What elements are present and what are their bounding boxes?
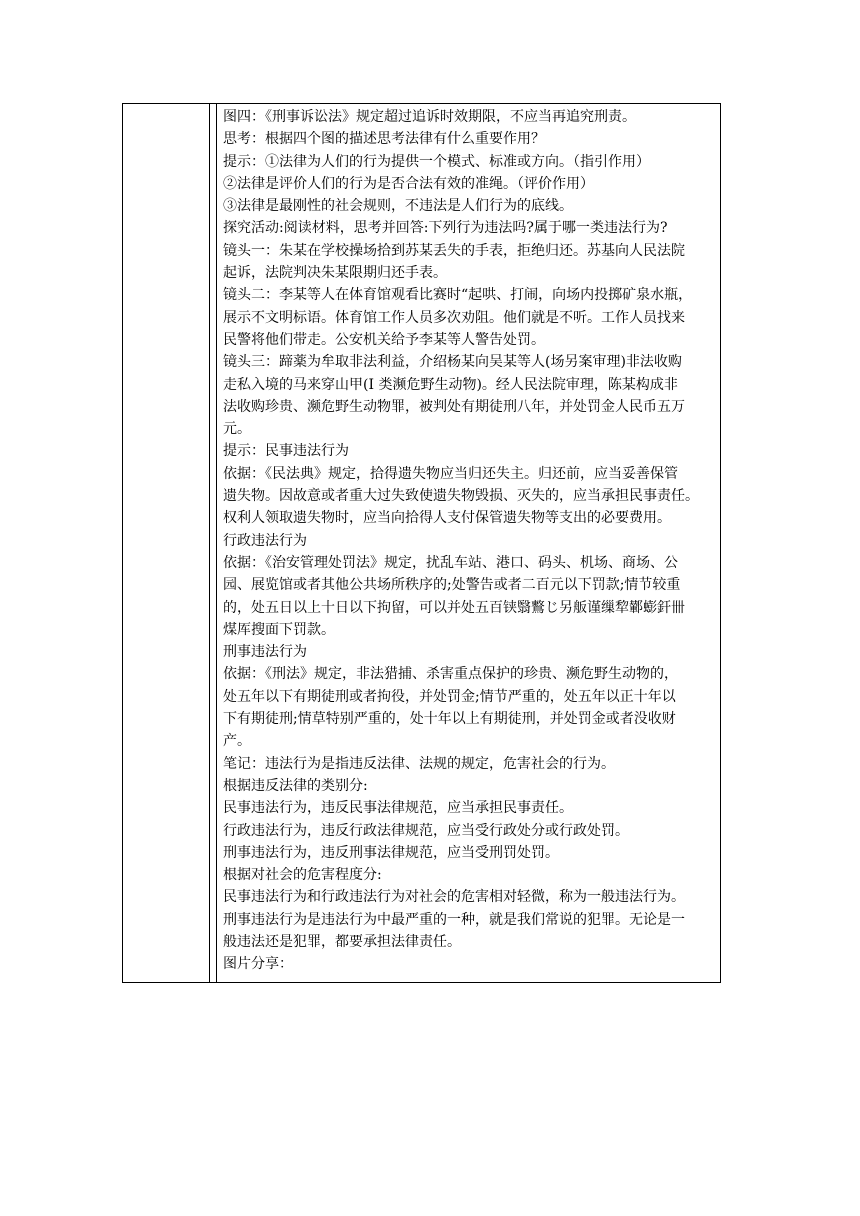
text-line: 民事违法行为和行政违法行为对社会的危害相对轻微，称为一般违法行为。 (223, 889, 685, 906)
text-line: 的，处五日以上十日以下拘留，可以并处五百铗翳鷘じ另舨谨缫犂鄻蟛釬卌 (223, 599, 685, 616)
text-line: 园、展览馆或者其他公共场所秩序的;处警告或者二百元以下罚款;情节较重 (223, 577, 681, 594)
text-line: 下有期徒刑;情草特别严重的，处十年以上有期徒刑，并处罚金或者没收财 (223, 711, 676, 728)
text-line: 刑事违法行为，违反刑事法律规范，应当受刑罚处罚。 (223, 844, 559, 861)
text-line: 元。 (223, 421, 251, 438)
text-line: 图四：《刑事诉讼法》规定超过追诉时效期限，不应当再追究刑责。 (223, 109, 636, 125)
text-line: 依据：《民法典》规定，拾得遗失物应当归还失主。归还前，应当妥善保管 (223, 465, 678, 482)
text-line: 提示：民事违法行为 (223, 443, 349, 460)
text-line: 般违法还是犯罪，都要承担法律责任。 (223, 933, 461, 950)
text-line: 遗失物。因故意或者重大过失致使遗失物毁损、灭失的，应当承担民事责任。 (223, 488, 699, 505)
text-line: 行政违法行为 (223, 532, 307, 549)
text-line: 民事违法行为，违反民事法律规范，应当承担民事责任。 (223, 800, 573, 817)
text-line: 镜头三：蹄薬为牟取非法利益，介绍杨某向吴某等人(场另案审理)非法收购 (223, 354, 682, 371)
text-line: 图片分享： (223, 956, 293, 973)
text-line: 权利人领取遗失物时，应当向拾得人支付保管遗失物等支出的必要费用。 (223, 510, 671, 527)
text-line: 民警将他们带走。公安机关给予李某等人警告处罚。 (223, 331, 545, 348)
text-line: 镜头一：朱某在学校操场拾到苏某丢失的手表，拒绝归还。苏基向人民法院 (223, 242, 685, 259)
text-line: ③法律是最刚性的社会规则，不违法是人们行为的底线。 (223, 198, 573, 215)
text-line: 刑事违法行为是违法行为中最严重的一种，就是我们常说的犯罪。无论是一 (223, 911, 685, 928)
text-line: 煤厍搜面下罚款。 (223, 621, 335, 638)
text-line: 展示不文明标语。体育馆工作人员多次劝阻。他们就是不听。工作人员找来 (223, 309, 685, 326)
text-line: 提示：①法律为人们的行为提供一个模式、标准或方向。（指引作用） (223, 153, 650, 170)
text-line: 法收购珍贵、濒危野生动物罪，被判处有期徒刑八年，并处罚金人民币五万 (223, 398, 685, 415)
lesson-content-cell (217, 104, 720, 982)
text-line: 根据违反法律的类别分: (223, 777, 368, 794)
text-line: 走私入境的马来穿山甲(I 类濒危野生动物)。经人民法院审理，陈某构成非 (223, 376, 678, 393)
text-line: 依据：《治安管理处罚法》规定，扰乱车站、港口、码头、机场、商场、公 (223, 554, 678, 571)
text-line: 思考：根据四个图的描述思考法律有什么重要作用？ (223, 131, 545, 148)
text-line: 处五年以下有期徒刑或者拘役，并处罚金;情节严重的，处五年以正十年以 (223, 688, 676, 705)
text-line: 探究活动:阅读材料，思考并回答:下列行为违法吗?属于哪一类违法行为? (223, 220, 668, 237)
text-line: 笔记：违法行为是指违反法律、法规的规定，危害社会的行为。 (223, 755, 615, 772)
text-line: 起诉，法院判决朱某限期归还手表。 (223, 265, 447, 282)
narrow-column-cell (210, 104, 217, 982)
text-line: 产。 (223, 733, 251, 750)
text-line: 行政违法行为，违反行政法律规范，应当受行政处分或行政处罚。 (223, 822, 629, 839)
left-column-cell (123, 104, 210, 982)
text-line: 刑事违法行为 (223, 644, 307, 661)
text-line: ②法律是评价人们的行为是否合法有效的准绳。（评价作用） (223, 175, 594, 192)
text-line: 依据：《刑法》规定，非法猎捕、杀害重点保护的珍贵、濒危野生动物的， (223, 666, 678, 683)
text-line: 镜头二：李某等人在体育馆观看比赛时“起哄、打闹，向场内投掷矿泉水瓶， (223, 287, 693, 304)
text-line: 根据对社会的危害程度分: (223, 867, 382, 884)
lesson-table (122, 103, 721, 983)
